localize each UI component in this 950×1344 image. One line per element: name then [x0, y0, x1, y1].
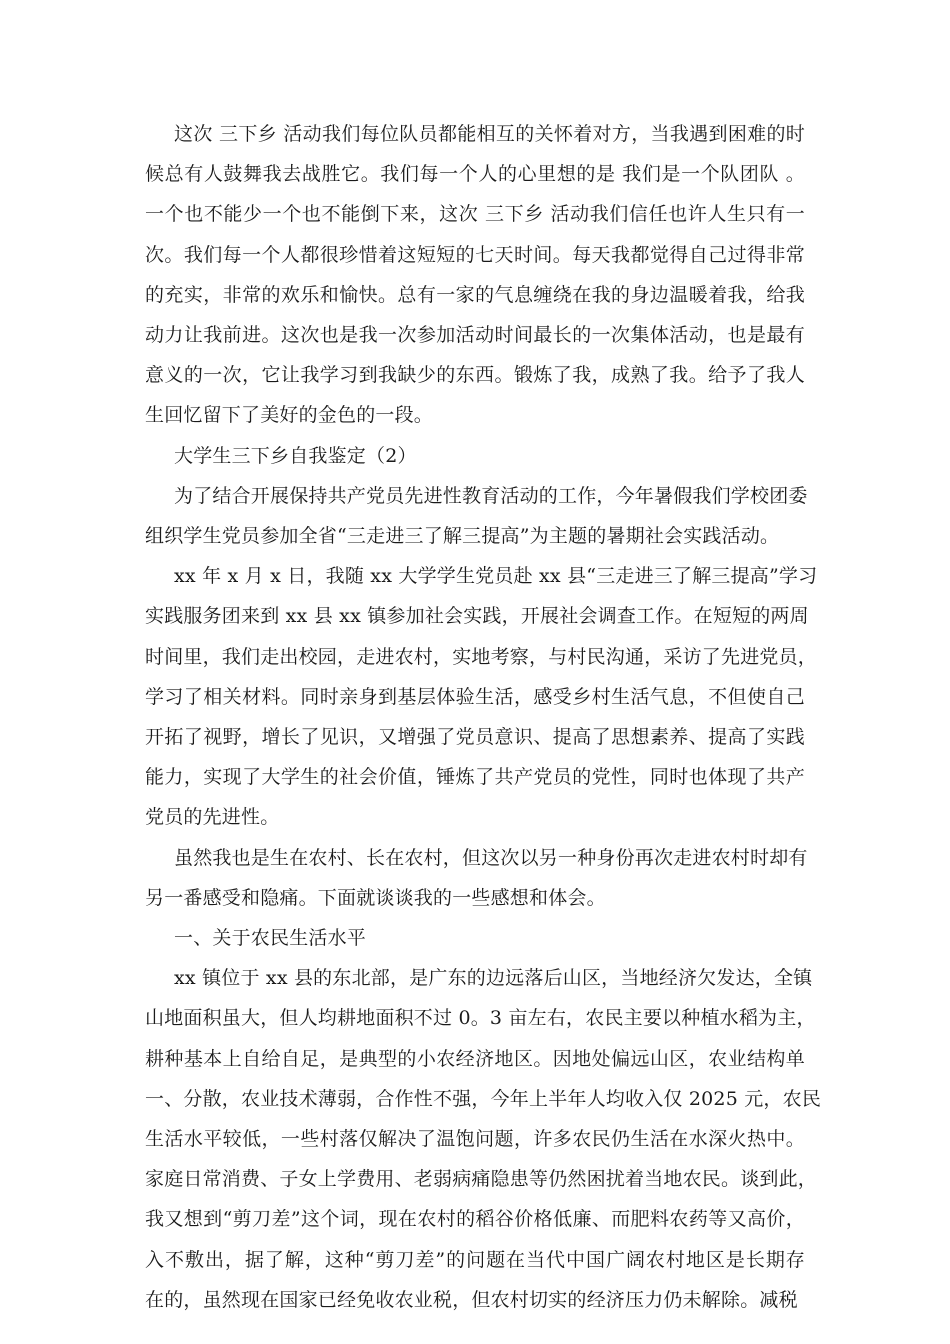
paragraph-line: 组织学生党员参加全省“三走进三了解三提高”为主题的暑期社会实践活动。 [145, 525, 780, 547]
paragraph-line: 入不敷出，据了解，这种“剪刀差”的问题在当代中国广阔农村地区是长期存 [145, 1248, 805, 1271]
paragraph-line: 党员的先进性。 [145, 806, 280, 829]
paragraph-line: 我又想到“剪刀差”这个词，现在农村的稻谷价格低廉、而肥料农药等又高价， [145, 1208, 805, 1231]
section-heading: 一、关于农民生活水平 [174, 927, 367, 949]
paragraph-line: 这次 三下乡 活动我们每位队员都能相互的关怀着对方，当我遇到困难的时 [174, 123, 805, 145]
paragraph-line: 另一番感受和隐痛。下面就谈谈我的一些感想和体会。 [145, 886, 606, 909]
paragraph-line: 候总有人鼓舞我去战胜它。我们每一个人的心里想的是 我们是一个队团队 。 [145, 163, 805, 186]
paragraph-line: 的充实，非常的欢乐和愉快。总有一家的气息缠绕在我的身边温暖着我，给我 [145, 283, 805, 306]
paragraph-line: 虽然我也是生在农村、长在农村，但这次以另一种身份再次走进农村时却有 [174, 846, 808, 869]
paragraph-line: 耕种基本上自给自足，是典型的小农经济地区。因地处偏远山区，农业结构单 [145, 1047, 805, 1070]
paragraph-line: 一、分散，农业技术薄弱，合作性不强，今年上半年人均收入仅 2025 元，农民 [145, 1087, 822, 1110]
paragraph-line: 山地面积虽大，但人均耕地面积不过 0。3 亩左右，农民主要以种植水稻为主， [145, 1007, 816, 1030]
paragraph-line: 开拓了视野，增长了见识，又增强了党员意识、提高了思想素养、提高了实践 [145, 726, 805, 748]
paragraph-line: 能力，实现了大学生的社会价值，锤炼了共产党员的党性，同时也体现了共产 [145, 766, 805, 789]
paragraph-line: 实践服务团来到 xx 县 xx 镇参加社会实践，开展社会调查工作。在短短的两周 [145, 605, 809, 628]
paragraph-line: 次。我们每一个人都很珍惜着这短短的七天时间。每天我都觉得自己过得非常 [145, 243, 805, 266]
paragraph-line: xx 镇位于 xx 县的东北部，是广东的边远落后山区，当地经济欠发达，全镇 [174, 967, 813, 990]
paragraph-line: 动力让我前进。这次也是我一次参加活动时间最长的一次集体活动，也是最有 [145, 324, 805, 346]
section-heading: 大学生三下乡自我鉴定（2） [174, 444, 417, 467]
paragraph-line: 为了结合开展保持共产党员先进性教育活动的工作，今年暑假我们学校团委 [174, 484, 808, 507]
paragraph-line: 生活水平较低，一些村落仅解决了温饱问题，许多农民仍生活在水深火热中。 [145, 1128, 805, 1150]
paragraph-line: 生回忆留下了美好的金色的一段。 [145, 404, 434, 427]
paragraph-line: xx 年 x 月 x 日，我随 xx 大学学生党员赴 xx 县“三走进三了解三提高”学习 [174, 565, 818, 588]
paragraph-line: 学习了相关材料。同时亲身到基层体验生活，感受乡村生活气息，不但使自己 [145, 685, 805, 708]
paragraph-line: 时间里，我们走出校园，走进农村，实地考察，与村民沟通，采访了先进党员， [145, 645, 818, 668]
paragraph-line: 一个也不能少一个也不能倒下来，这次 三下乡 活动我们信任也许人生只有一 [145, 203, 805, 226]
paragraph-line: 在的，虽然现在国家已经免收农业税，但农村切实的经济压力仍未解除。减税 [145, 1288, 798, 1311]
paragraph-line: 意义的一次，它让我学习到我缺少的东西。锻炼了我，成熟了我。给予了我人 [145, 364, 805, 387]
paragraph-line: 家庭日常消费、子女上学费用、老弱病痛隐患等仍然困扰着当地农民。谈到此， [145, 1168, 818, 1191]
